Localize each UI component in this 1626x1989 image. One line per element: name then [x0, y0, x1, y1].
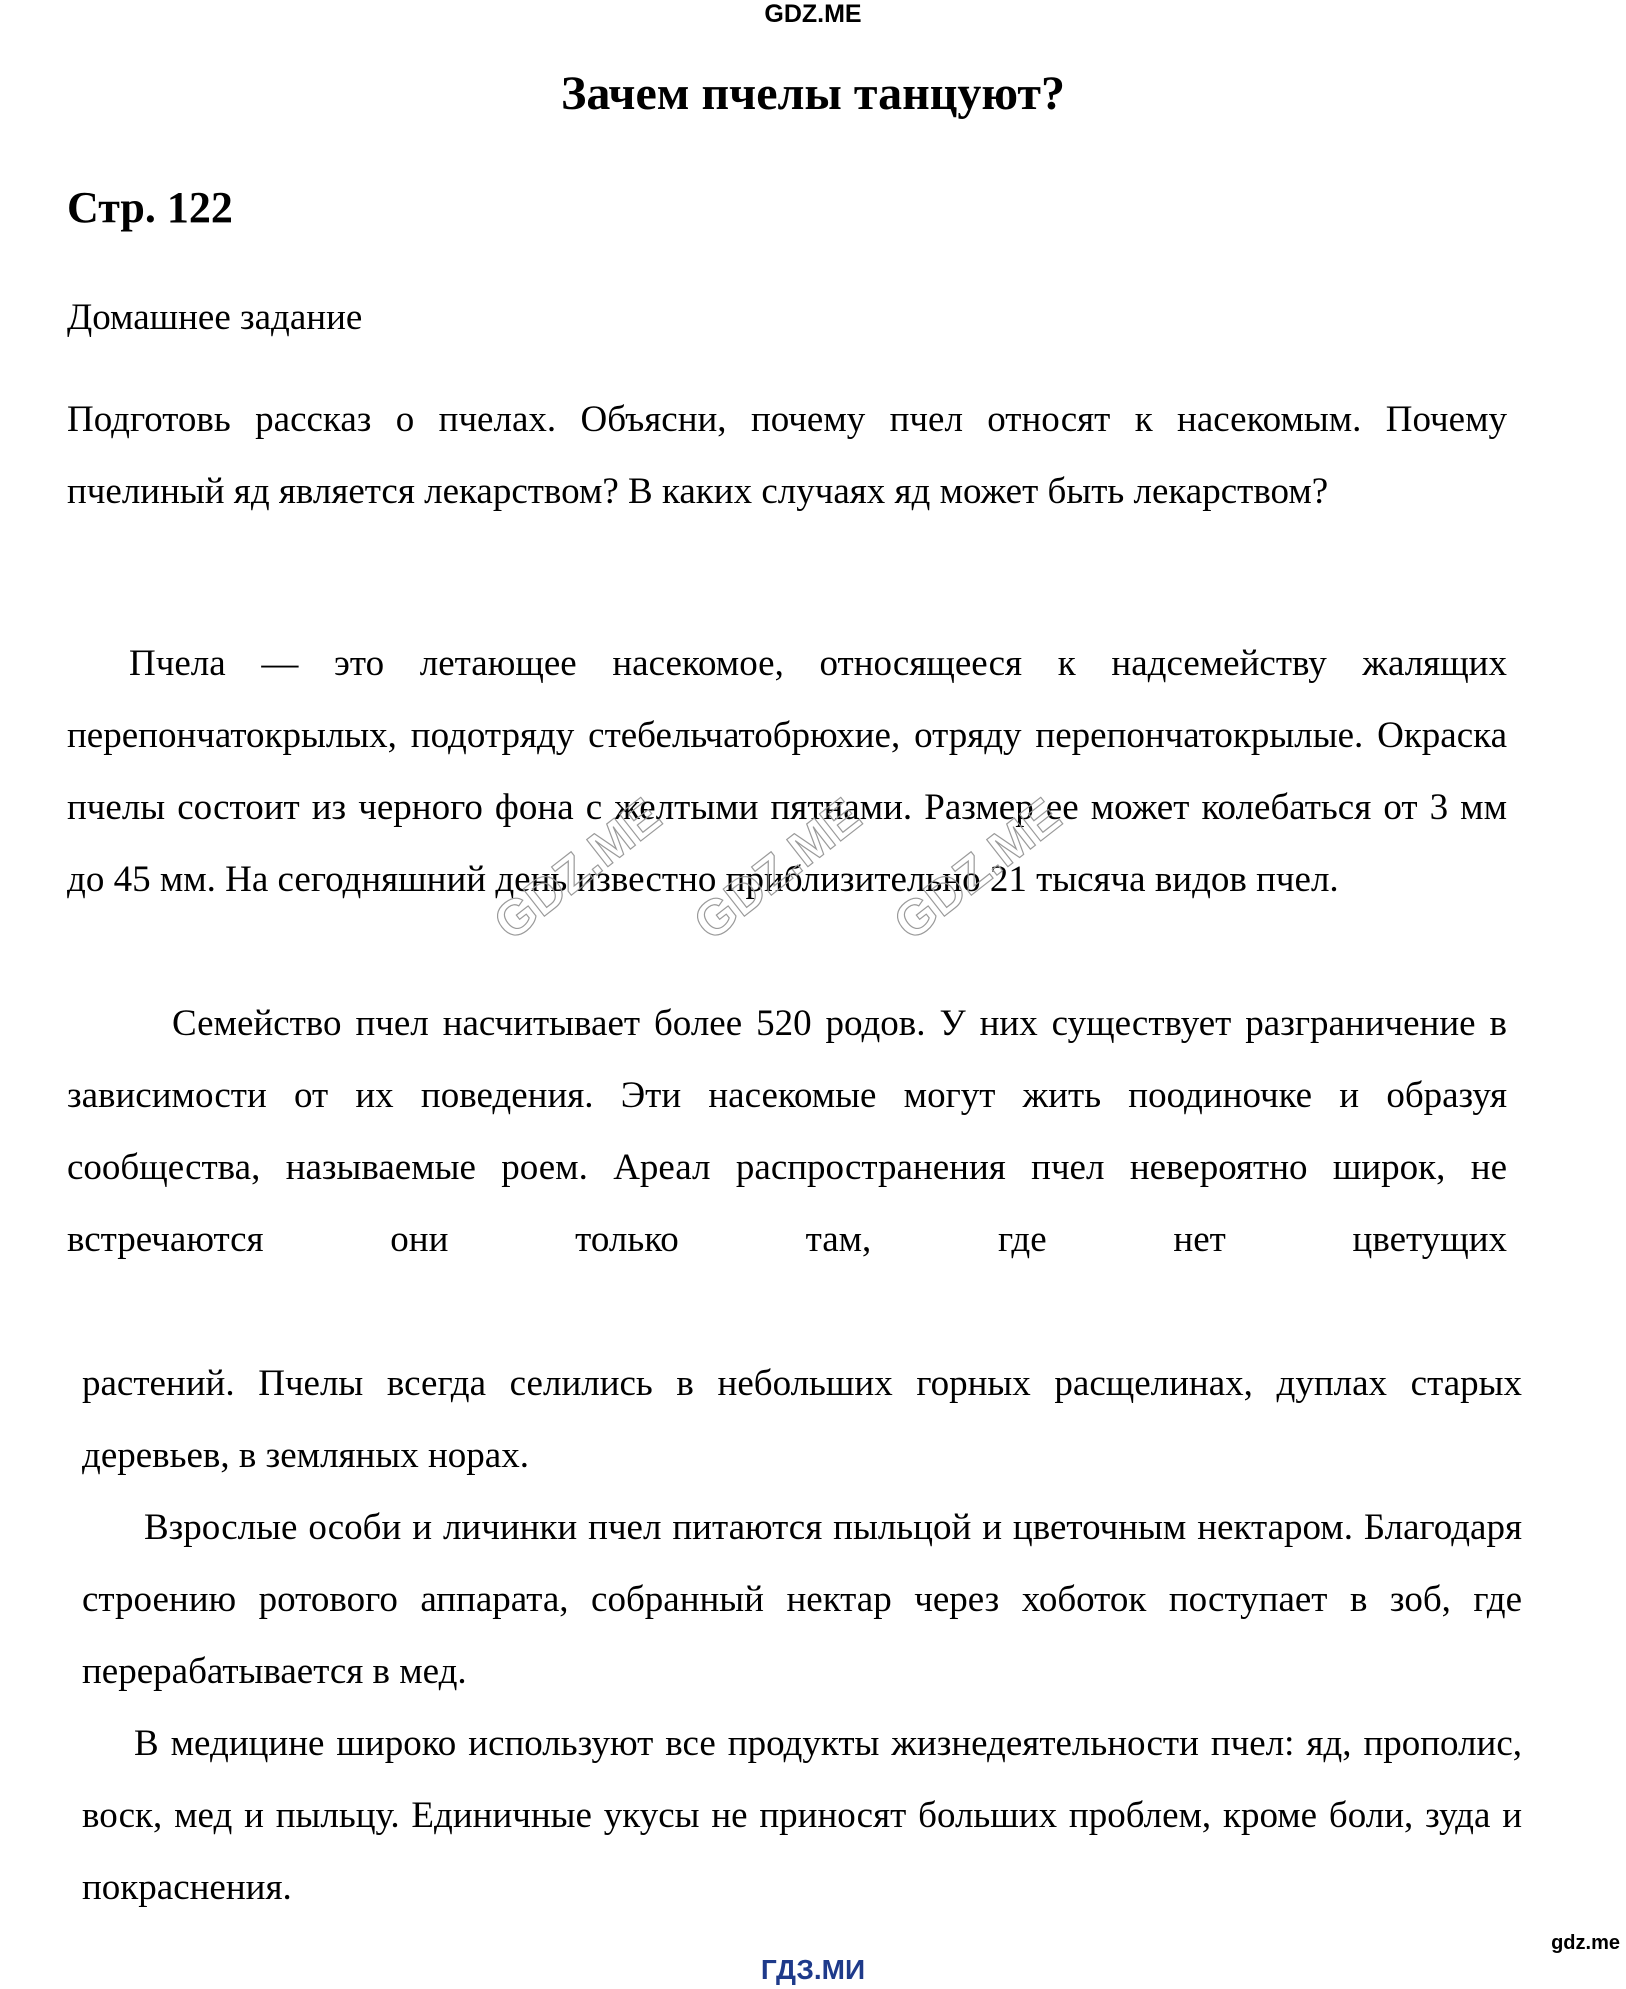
task-text: Подготовь рассказ о пчелах. Объясни, почему пчел относят к насекомым. Почему пчелиный яд является лекарством? В каких случаях яд может быть лекарством?	[67, 399, 1507, 512]
paragraph-1: Пчела — это летающее насекомое, относящееся к надсемейству жалящих перепончатокрылых, подотряду стебельчатобрюхие, отряду перепончатокрылые. Окраска пчелы состоит из черного фона с желтыми пятнами. Размер ее может колебаться от 3 мм до 45 мм. На сегодняшний день известно приблизительно 21 тысяча видов пчел.	[67, 643, 1507, 900]
side-site-mark: gdz.me	[1551, 1932, 1620, 1954]
watermark-group	[480, 760, 1120, 980]
watermark: GDZ.ME	[883, 787, 1072, 951]
section-heading: Домашнее задание	[67, 297, 363, 338]
paragraph-4: Взрослые особи и личинки пчел питаются пыльцой и цветочным нектаром. Благодаря строению ротового аппарата, собранный нектар через хоботок поступает в зоб, где перерабатывается в мед.	[82, 1507, 1522, 1692]
watermark: GDZ.ME	[683, 787, 872, 951]
page-title: Зачем пчелы танцуют?	[560, 67, 1066, 120]
paragraph-2: Семейство пчел насчитывает более 520 родов. У них существует разграничение в зависимости от их поведения. Эти насекомые могут жить поодиночке и образуя сообщества, называемые роем. Ареал распространения пчел невероятно широк, не встречаются они только там, где нет цветущих	[67, 1003, 1507, 1260]
watermark: GDZ.ME	[483, 787, 672, 951]
page-number-heading: Стр. 122	[67, 183, 233, 232]
site-header-label: GDZ.ME	[764, 0, 862, 28]
site-footer-label: ГДЗ.МИ	[760, 1954, 866, 1985]
paragraph-5: В медицине широко используют все продукты жизнедеятельности пчел: яд, прополис, воск, мед и пыльцу. Единичные укусы не приносят больших проблем, кроме боли, зуда и покраснения.	[82, 1723, 1522, 1908]
paragraph-3: растений. Пчелы всегда селились в небольших горных расщелинах, дуплах старых деревьев, в земляных норах.	[82, 1363, 1522, 1476]
